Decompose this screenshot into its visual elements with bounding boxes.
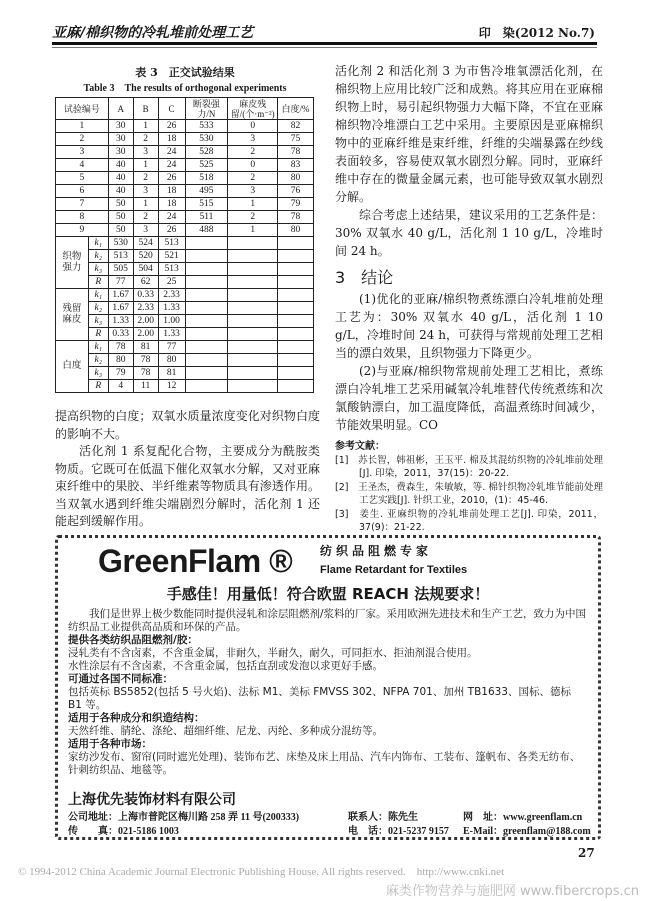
empty-cell [278,328,314,341]
ad-slogan: 手感佳！用量低！符合欧盟 REACH 法规要求！ [166,585,490,603]
empty-cell [185,367,228,380]
header-rule [52,42,597,45]
ad-intro: 我们是世界上极少数能同时提供浸轧和涂层阻燃剂/浆料的厂家。采用欧洲先进技术和生产工艺，致力为中国纺织品工业提供高品质和环保的产品。 [68,608,587,633]
table-cell: 1.33 [158,302,185,315]
empty-cell [278,289,314,302]
table-cell: 524 [133,237,158,250]
analysis-row [56,237,314,250]
table-cell: 18 [158,198,185,211]
paragraph: 活化剂 1 系复配化合物，主要成分为酰胺类物质。它既可在低温下催化双氧水分解，又对亚麻束纤维中的果胶、半纤维素等物质具有渗透作用。当双氧水遇到纤维尖端剧烈分解时，活化剂 1 还能起到缓解作用。 [55,444,320,528]
table-caption-cn: 表 3 正交试验结果 [135,66,235,79]
table-cell: 9 [56,224,109,237]
table-cell: 2 [133,133,158,146]
table-cell: 2.00 [133,315,158,328]
table-cell: 3 [56,146,109,159]
ad-line: 家纺沙发布、窗帘(同时遮光处理)、装饰布艺、床垫及床上用品、汽车内饰布、工装布、篷帆布、各类无纺布、针刺纺织品、地毯等。 [68,751,581,776]
empty-cell [278,354,314,367]
reference-item: [3] 姜生. 亚麻织物的冷轧堆前处理工艺[J]. 印染，2011，37(9)：21-22. [335,509,603,533]
table-cell: 18 [158,133,185,146]
ad-heading: 适用于各种市场： [68,738,152,750]
analysis-row [56,263,314,276]
table-cell: 4 [108,380,133,393]
empty-cell [185,276,228,289]
table-cell: 79 [108,367,133,380]
table-cell: 1 [56,120,109,133]
empty-cell [278,263,314,276]
table-cell: 80 [278,224,314,237]
empty-cell [185,250,228,263]
ad-heading: 提供各类纺织品阻燃剂/胶： [68,634,198,646]
empty-cell [228,289,278,302]
paragraph: 提高织物的白度；双氧水质量浓度变化对织物白度的影响不大。 [55,409,320,441]
table-cell: 25 [158,276,185,289]
table-cell: 0.33 [133,289,158,302]
table-cell: 40 [108,159,133,172]
table-cell: 4 [56,159,109,172]
empty-cell [228,237,278,250]
paragraph: (2)与亚麻/棉织物常规前处理工艺相比，煮练漂白冷轧堆工艺采用碱氧冷轧堆替代传统煮练和次氯酸钠漂白，加工温度降低，高温煮练时间减少，节能效果明显。CO [335,364,603,432]
table-cell: R [88,328,108,341]
empty-cell [278,237,314,250]
empty-cell [185,302,228,315]
table-cell: 530 [108,237,133,250]
table-cell: 2.33 [158,289,185,302]
empty-cell [185,328,228,341]
ad-line: 水性涂层有不含卤素，不含重金属，包括直刮或发泡以求更好手感。 [68,660,383,672]
page-number: 27 [578,846,595,860]
table-cell: 79 [278,198,314,211]
table-cell: 488 [185,224,228,237]
company-address: 公司地址：上海市普陀区梅川路 258 弄 11 号(200333) [68,812,300,823]
table-cell: 495 [185,185,228,198]
table-cell: 3 [228,185,278,198]
table-cell: 2 [133,172,158,185]
table-cell: 0 [228,120,278,133]
table-cell: 5 [56,172,109,185]
table-cell: 3 [133,146,158,159]
table-cell: 533 [185,120,228,133]
reference-item: [2] 王圣杰，费森生，朱敏敏，等. 棉针织物冷轧堆节能前处理工艺实践[J]. 针织工业，2010，(1)：45-46. [335,482,603,506]
table-cell: k₂ [88,302,108,315]
table-cell: 6 [56,185,109,198]
fax: 传 真：021-5186 1003 [68,826,179,837]
ad-line: 天然纤维、腈纶、涤纶、超细纤维、尼龙、丙纶、多种成分混纺等。 [68,725,383,737]
references-heading: 参考文献： [335,441,385,452]
empty-cell [185,315,228,328]
table-cell: 1.67 [108,302,133,315]
table-cell: 80 [278,172,314,185]
column-header: C [158,98,185,120]
table-cell: 50 [108,198,133,211]
table-cell: 78 [108,341,133,354]
ad-line: 浸轧类有不含卤素，不含重金属，非耐久，半耐久，耐久，可同拒水、拒油剂混合使用。 [68,647,478,659]
copyright-notice: © 1994-2012 China Academic Journal Electronic Publishing House. All rights reserved. http://www.cnki.net [18,866,505,878]
table-cell: 2 [56,133,109,146]
table-cell: 1.33 [158,328,185,341]
column-header: 麻皮残留/(个·m⁻²) [228,98,278,120]
table-cell: k₁ [88,341,108,354]
empty-cell [228,250,278,263]
ad-heading: 适用于各种成分和织造结构： [68,712,205,724]
contact-person: 联系人：陈先生 [348,812,418,823]
analysis-row [56,250,314,263]
table-caption-en: Table 3 The results of orthogonal experiments [83,83,287,94]
table-row [56,211,314,224]
empty-cell [228,276,278,289]
table-cell: 504 [133,263,158,276]
table-cell: 521 [158,250,185,263]
empty-cell [278,250,314,263]
running-title: 亚麻/棉织物的冷轧堆前处理工艺 [52,25,254,41]
empty-cell [185,263,228,276]
table-cell: 26 [158,224,185,237]
table-row [56,146,314,159]
table-cell: 1.33 [108,315,133,328]
journal-issue: 印 染(2012 No.7) [478,26,595,40]
table-cell: 78 [278,146,314,159]
column-header: 断裂强力/N [185,98,228,120]
left-column-text [55,408,320,531]
table-cell: 75 [278,133,314,146]
table-cell: 3 [228,133,278,146]
table-cell: 26 [158,120,185,133]
tagline-en: Flame Retardant for Textiles [320,564,468,576]
table-cell: 30 [108,133,133,146]
section-heading-conclusion: 3 结论 [335,268,394,287]
table-cell: k₁ [88,237,108,250]
company-name: 上海优先装饰材料有限公司 [68,792,236,808]
table-cell: 1 [228,198,278,211]
table-cell: 515 [185,198,228,211]
table-cell: 50 [108,211,133,224]
table-row [56,159,314,172]
table-cell: 62 [133,276,158,289]
email: E-Mail：greenflam@188.com [463,826,591,837]
group-label: 白度 [56,341,89,393]
empty-cell [228,380,278,393]
paragraph: 活化剂 2 和活化剂 3 为市售冷堆氧漂活化剂，在棉织物上应用比较广泛和成熟。将其应用在亚麻棉织物上时，易引起织物强力大幅下降，不宜在亚麻棉织物冷堆漂白工艺中采用。主要原因是亚麻棉织物中的亚麻纤维是束纤维，纤维的尖端暴露在纱线表面较多，容易使双氧水剧烈分解。同时，亚麻纤维中存在的微量金属元素，也可能导致双氧水剧烈分解。 [335,64,603,204]
table-cell: 505 [108,263,133,276]
table-cell: 40 [108,185,133,198]
table-cell: 1 [228,224,278,237]
table-cell: 528 [185,146,228,159]
table-cell: 77 [108,276,133,289]
analysis-row [56,315,314,328]
column-header: B [133,98,158,120]
table-cell: 12 [158,380,185,393]
empty-cell [228,315,278,328]
header-rule-thin [52,47,597,48]
empty-cell [278,302,314,315]
table-row [56,172,314,185]
table-cell: 1 [133,120,158,133]
table-row [56,120,314,133]
empty-cell [278,341,314,354]
empty-cell [228,367,278,380]
table-cell: k₃ [88,367,108,380]
table-cell: 8 [56,211,109,224]
table-cell: k₂ [88,250,108,263]
table-cell: 18 [158,185,185,198]
table-cell: 513 [158,263,185,276]
table-cell: 50 [108,224,133,237]
orthogonal-results-table [55,97,314,393]
ad-line: 包括英标 BS5852(包括 5 号火焰)、法标 M1、美标 FMVSS 302、NFPA 701、加州 TB1633、国标、德标 B1 等。 [68,686,571,711]
table-cell: 78 [278,211,314,224]
empty-cell [185,237,228,250]
table-cell: 80 [108,354,133,367]
table-row [56,133,314,146]
table-cell: k₂ [88,354,108,367]
table-cell: 2 [228,211,278,224]
empty-cell [228,302,278,315]
table-cell: 82 [278,120,314,133]
table-cell: 3 [133,224,158,237]
telephone: 电 话：021-5237 9157 [348,826,449,837]
watermark: 麻类作物营养与施肥网 www.fibercrops.cn [385,884,639,899]
paragraph: 综合考虑上述结果，建议采用的工艺条件是：30% 双氧水 40 g/L，活化剂 1 10 g/L，冷堆时间 24 h。 [335,208,603,258]
table-cell: 81 [158,367,185,380]
table-cell: 520 [133,250,158,263]
table-cell: 30 [108,120,133,133]
column-header: A [108,98,133,120]
empty-cell [228,328,278,341]
empty-cell [278,380,314,393]
table-cell: k₃ [88,263,108,276]
table-cell: R [88,276,108,289]
greenflam-advertisement [55,535,601,840]
table-cell: 3 [133,185,158,198]
ad-heading: 可通过各国不同标准： [68,673,173,685]
column-header: 试验编号 [56,98,109,120]
table-cell: 2 [228,146,278,159]
empty-cell [278,315,314,328]
table-cell: 81 [133,341,158,354]
table-cell: 40 [108,172,133,185]
table-cell: 26 [158,172,185,185]
table-row [56,198,314,211]
table-cell: 1 [133,198,158,211]
empty-cell [228,263,278,276]
table-cell: k₃ [88,315,108,328]
analysis-row [56,276,314,289]
analysis-row [56,341,314,354]
table-cell: 80 [158,354,185,367]
table-cell: 77 [158,341,185,354]
empty-cell [185,289,228,302]
ad-body [68,608,588,777]
website: 网 址：www.greenflam.cn [463,812,583,823]
empty-cell [185,354,228,367]
table-row [56,185,314,198]
analysis-row [56,302,314,315]
table-row [56,224,314,237]
empty-cell [185,341,228,354]
table-cell: 2 [133,211,158,224]
brand-logo: GreenFlam ® [98,543,293,579]
table-cell: 76 [278,185,314,198]
table-cell: 2 [228,172,278,185]
table-cell: 83 [278,159,314,172]
analysis-row [56,367,314,380]
tagline-cn: 纺织品阻燃专家 [320,544,433,558]
column-header: 白度/% [278,98,314,120]
paragraph: (1)优化的亚麻/棉织物煮练漂白冷轧堆前处理工艺为：30% 双氧水 40 g/L，活化剂 1 10 g/L，冷堆时间 24 h，可获得与常规前处理工艺相当的漂白效果，且织物强力下降更少。 [335,292,603,360]
group-label: 残留麻皮 [56,289,89,341]
table-cell: 78 [133,367,158,380]
table-cell: 0.33 [108,328,133,341]
table-cell: 24 [158,211,185,224]
table-cell: 513 [108,250,133,263]
analysis-row [56,289,314,302]
reference-item: [1] 苏长智，韩祖彬，王玉平. 棉及其混纺织物的冷轧堆前处理[J]. 印染，2011，37(15)：20-22. [335,455,603,479]
table-cell: R [88,380,108,393]
table-cell: 24 [158,146,185,159]
group-label: 织物强力 [56,237,89,289]
table-cell: k₁ [88,289,108,302]
table-cell: 24 [158,159,185,172]
empty-cell [228,354,278,367]
table-cell: 0 [228,159,278,172]
analysis-row [56,328,314,341]
empty-cell [185,380,228,393]
table-cell: 2.33 [133,302,158,315]
table-cell: 11 [133,380,158,393]
table-cell: 513 [158,237,185,250]
table-cell: 511 [185,211,228,224]
empty-cell [278,276,314,289]
table-header-row [56,98,314,120]
table-cell: 530 [185,133,228,146]
table-cell: 525 [185,159,228,172]
analysis-row [56,380,314,393]
table-cell: 30 [108,146,133,159]
table-cell: 7 [56,198,109,211]
analysis-row [56,354,314,367]
right-column-text [335,62,603,535]
table-cell: 1 [133,159,158,172]
table-cell: 2.00 [133,328,158,341]
table-cell: 1.67 [108,289,133,302]
table-cell: 518 [185,172,228,185]
empty-cell [228,341,278,354]
empty-cell [278,367,314,380]
table-cell: 78 [133,354,158,367]
table-cell: 1.00 [158,315,185,328]
